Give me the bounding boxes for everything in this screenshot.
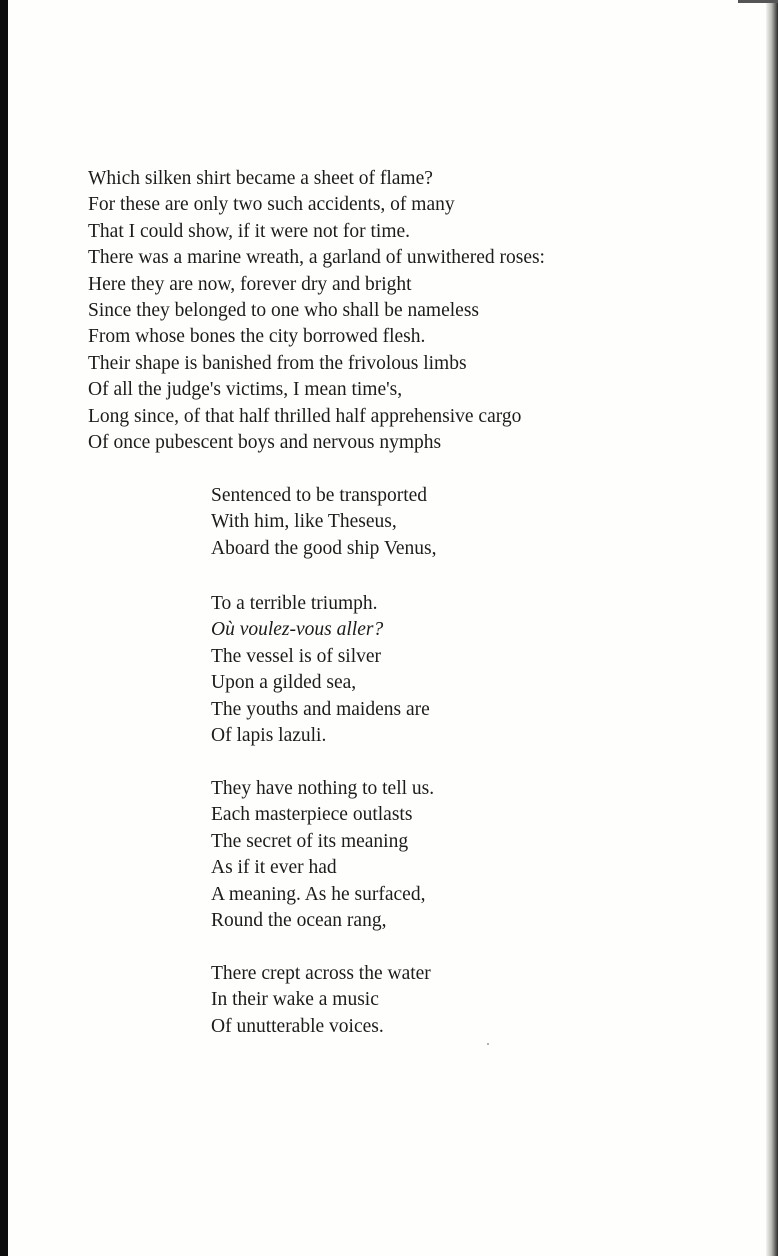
poem-line: Long since, of that half thrilled half apprehensive cargo (88, 405, 522, 427)
poem-line: They have nothing to tell us. (211, 778, 435, 799)
poem-line: Of lapis lazuli. (211, 724, 327, 746)
poem-line: In their wake a music (211, 989, 379, 1011)
stanza (211, 961, 431, 1040)
poem-line: For these are only two such accidents, of many (88, 194, 455, 216)
poem-line: Of once pubescent boys and nervous nymphs (88, 431, 442, 453)
poem-line: Which silken shirt became a sheet of flame? (88, 168, 433, 189)
poem-line: Round the ocean rang, (211, 909, 387, 931)
poem-line: The secret of its meaning (211, 830, 409, 852)
poem-line: From whose bones the city borrowed flesh. (88, 326, 426, 348)
poem-line: Aboard the good ship Venus, (211, 537, 437, 559)
poem-line: The vessel is of silver (211, 645, 382, 667)
poem-line: Of unutterable voices. (211, 1015, 384, 1037)
poem-line: There was a marine wreath, a garland of unwithered roses: (88, 247, 545, 269)
stanza (211, 483, 437, 562)
poem-line: There crept across the water (211, 963, 431, 984)
poem-line: Sentenced to be transported (211, 485, 428, 506)
poem-line: Since they belonged to one who shall be nameless (88, 299, 479, 321)
stanza (211, 776, 434, 934)
poem-line: Here they are now, forever dry and bright (88, 273, 412, 295)
poem-line: As if it ever had (211, 857, 337, 879)
poem-line: Upon a gilded sea, (211, 672, 357, 694)
poem-line: To a terrible triumph. (211, 593, 378, 614)
poem-line: With him, like Theseus, (211, 511, 397, 533)
stanza (88, 166, 545, 456)
poem-line: Their shape is banished from the frivolous limbs (88, 352, 467, 374)
poem-line: The youths and maidens are (211, 698, 430, 720)
poem-line: Each masterpiece outlasts (211, 804, 413, 826)
poem-line: A meaning. As he surfaced, (211, 883, 426, 905)
poem-line-italic: Où voulez-vous aller? (211, 619, 384, 641)
scan-speck (487, 1043, 489, 1045)
poem-line: Of all the judge's victims, I mean time's, (88, 379, 403, 401)
stanza (211, 591, 430, 749)
poem-line: That I could show, if it were not for time. (88, 220, 411, 242)
